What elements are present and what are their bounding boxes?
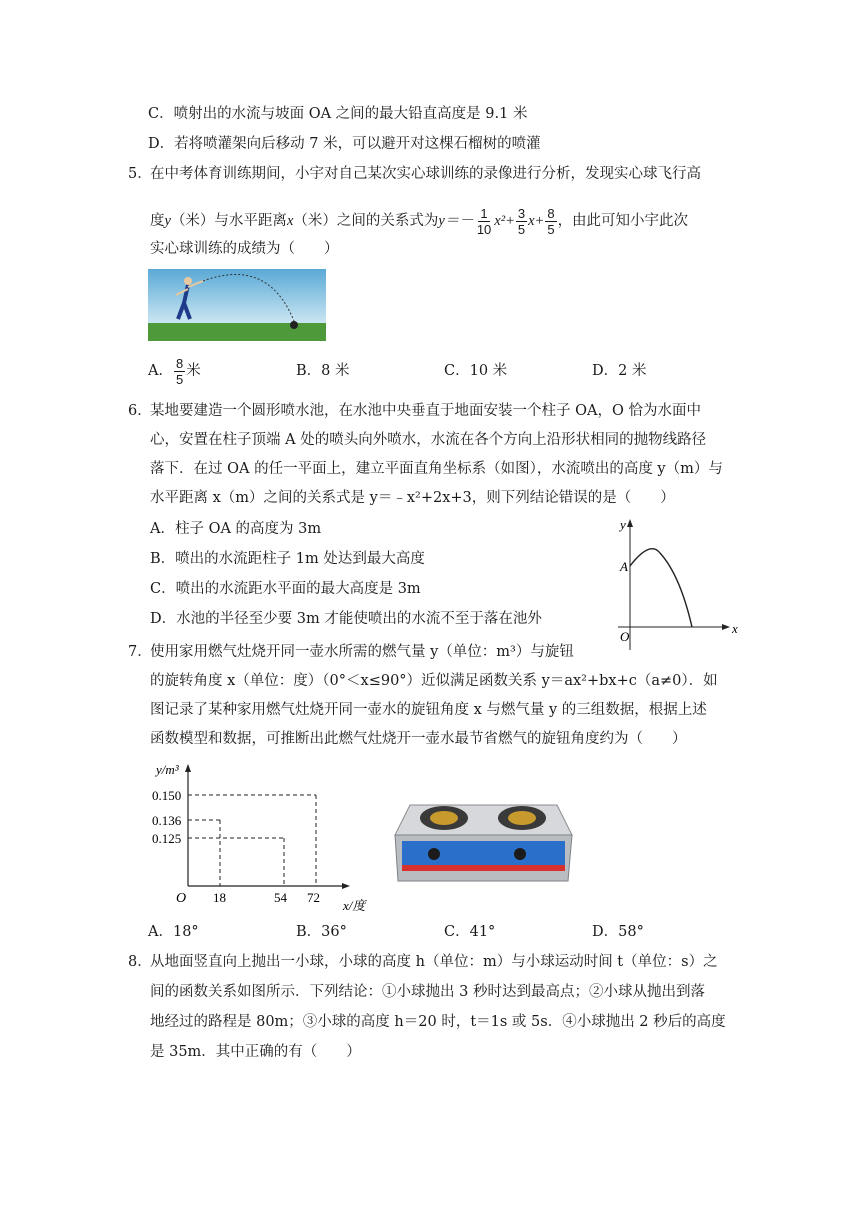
- q6-y-label: y: [620, 517, 626, 532]
- q5-var-x: x: [286, 213, 294, 229]
- q7-line3: 图记录了某种家用燃气灶烧开同一壶水的旋钮角度 x 与燃气量 y 的三组数据，根据上述: [150, 702, 707, 718]
- q7-line1: 使用家用燃气灶烧开同一壶水所需的燃气量 y（单位：m³）与旋钮: [150, 644, 574, 660]
- q6-origin-label: O: [620, 629, 630, 644]
- q7-y-arrow: [185, 764, 191, 772]
- shot-put-illustration: [148, 269, 326, 341]
- q7-y-tick-0136: 0.136: [152, 813, 182, 828]
- q7-x-tick-72: 72: [307, 890, 320, 905]
- q6-line3: 落下．在过 OA 的任一平面上，建立平面直角坐标系（如图），水流喷出的高度 y（m）与: [150, 461, 723, 477]
- q5-fraction-2: [516, 206, 527, 237]
- q4-option-d: D．若将喷灌架向后移动 7 米，可以避开对这棵石榴树的喷灌: [148, 136, 541, 152]
- q7-x-tick-54: 54: [274, 890, 287, 905]
- q5-choice-a-fraction: [174, 356, 185, 387]
- q6-line4: 水平距离 x（m）之间的关系式是 y＝﹣x²+2x+3，则下列结论错误的是（ ）: [150, 490, 675, 506]
- q6-parabola-graph: [610, 515, 740, 655]
- q6-line1: 某地要建造一个圆形喷水池，在水池中央垂直于地面安装一个柱子 OA，O 恰为水面中: [150, 403, 701, 419]
- q7-x-tick-18: 18: [213, 890, 226, 905]
- q5-fraction-2-num: 3: [517, 205, 526, 221]
- q8-line3: 地经过的路程是 80m；③小球的高度 h＝20 时，t＝1s 或 5s．④小球抛出 2 秒后的高度: [150, 1014, 726, 1030]
- q6-option-a: A．柱子 OA 的高度为 3m: [150, 521, 322, 537]
- q5-line3: 实心球训练的成绩为（ ）: [150, 241, 339, 257]
- q7-guide-lines: [188, 795, 316, 886]
- q5-var-y: y: [164, 213, 171, 229]
- q8-line1: 从地面竖直向上抛出一小球，小球的高度 h（单位：m）与小球运动时间 t（单位：s）之: [150, 954, 718, 970]
- q5-choice-a-prefix: A．: [148, 363, 173, 379]
- q6-option-b: B．喷出的水流距柱子 1m 处达到最大高度: [150, 551, 425, 567]
- q7-choice-c: C．41°: [444, 924, 496, 940]
- q5-text-b: （米）与水平距离: [170, 213, 287, 229]
- q5-text-a: 度: [150, 213, 165, 229]
- q6-line2: 心，安置在柱子顶端 A 处的喷头向外喷水，水流在各个方向上沿形状相同的抛物线路径: [150, 432, 707, 448]
- q4-option-c: C．喷射出的水流与坡面 OA 之间的最大铅直高度是 9.1 米: [148, 106, 528, 122]
- q7-y-tick-0150: 0.150: [152, 788, 182, 803]
- q7-choice-b: B．36°: [296, 924, 347, 940]
- q7-gas-chart: [148, 758, 380, 916]
- q5-choice-a: [148, 357, 201, 385]
- q5-choice-a-num: 8: [175, 355, 184, 371]
- q8-number: 8．: [128, 954, 152, 970]
- q7-x-axis-label: x/度: [343, 898, 366, 913]
- q5-text-d: ，由此可知小宇此次: [557, 213, 689, 229]
- q5-text-c: （米）之间的关系式为: [293, 213, 439, 229]
- q5-equation-mid1: x²+: [494, 213, 515, 229]
- q5-line2: [150, 201, 688, 241]
- q7-x-arrow: [342, 883, 350, 889]
- q5-line1: 在中考体育训练期间，小宇对自己某次实心球训练的录像进行分析，发现实心球飞行高: [150, 166, 701, 182]
- q7-choice-d: D．58°: [592, 924, 644, 940]
- q5-choice-d: D．2 米: [592, 363, 647, 379]
- q5-fraction-3-den: 5: [547, 221, 555, 237]
- q5-equation-mid2: x+: [528, 213, 545, 229]
- q7-origin-label: O: [176, 891, 187, 906]
- q5-fraction-3-num: 8: [547, 205, 555, 221]
- q5-fraction-3: [545, 206, 556, 237]
- q8-line2: 间的函数关系如图所示．下列结论：①小球抛出 3 秒时达到最高点；②小球从抛出到落: [150, 984, 705, 1000]
- q7-y-tick-0125: 0.125: [152, 831, 182, 846]
- q5-fraction-2-den: 5: [517, 221, 526, 237]
- q5-fraction-1-num: 1: [480, 205, 488, 221]
- q6-y-arrow: [627, 519, 633, 527]
- q6-x-arrow: [722, 624, 730, 630]
- q6-x-label: x: [732, 621, 738, 636]
- q6-point-a-label: A: [620, 559, 628, 574]
- q5-choice-a-unit: 米: [186, 363, 201, 379]
- q5-fraction-1-den: 10: [476, 221, 492, 237]
- q6-option-d: D．水池的半径至少要 3m 才能使喷出的水流不至于落在池外: [150, 611, 542, 627]
- q7-choice-a: A．18°: [148, 924, 199, 940]
- q5-number: 5．: [128, 166, 152, 182]
- q5-fraction-1: [475, 206, 493, 237]
- q7-line4: 函数模型和数据，可推断出此燃气灶烧开一壶水最节省燃气的旋钮角度约为（ ）: [150, 731, 687, 747]
- gas-stove-illustration: [392, 785, 575, 888]
- q5-choice-a-den: 5: [175, 371, 184, 387]
- q8-line4: 是 35m．其中正确的有（ ）: [150, 1044, 361, 1060]
- q5-equation-prefix: y＝－: [438, 213, 474, 229]
- q5-choice-b: B．8 米: [296, 363, 350, 379]
- q6-option-c: C．喷出的水流距水平面的最大高度是 3m: [150, 581, 421, 597]
- q7-y-axis-label: y/m³: [156, 762, 179, 777]
- q7-number: 7．: [128, 644, 152, 660]
- q7-data-points: [220, 795, 316, 838]
- q6-number: 6．: [128, 403, 152, 419]
- q7-line2: 的旋转角度 x（单位：度）（0°＜x≤90°）近似满足函数关系 y＝ax²+bx+c（a≠0）．如: [150, 673, 718, 689]
- q5-choice-c: C．10 米: [444, 363, 508, 379]
- q6-parabola-curve: [630, 549, 692, 627]
